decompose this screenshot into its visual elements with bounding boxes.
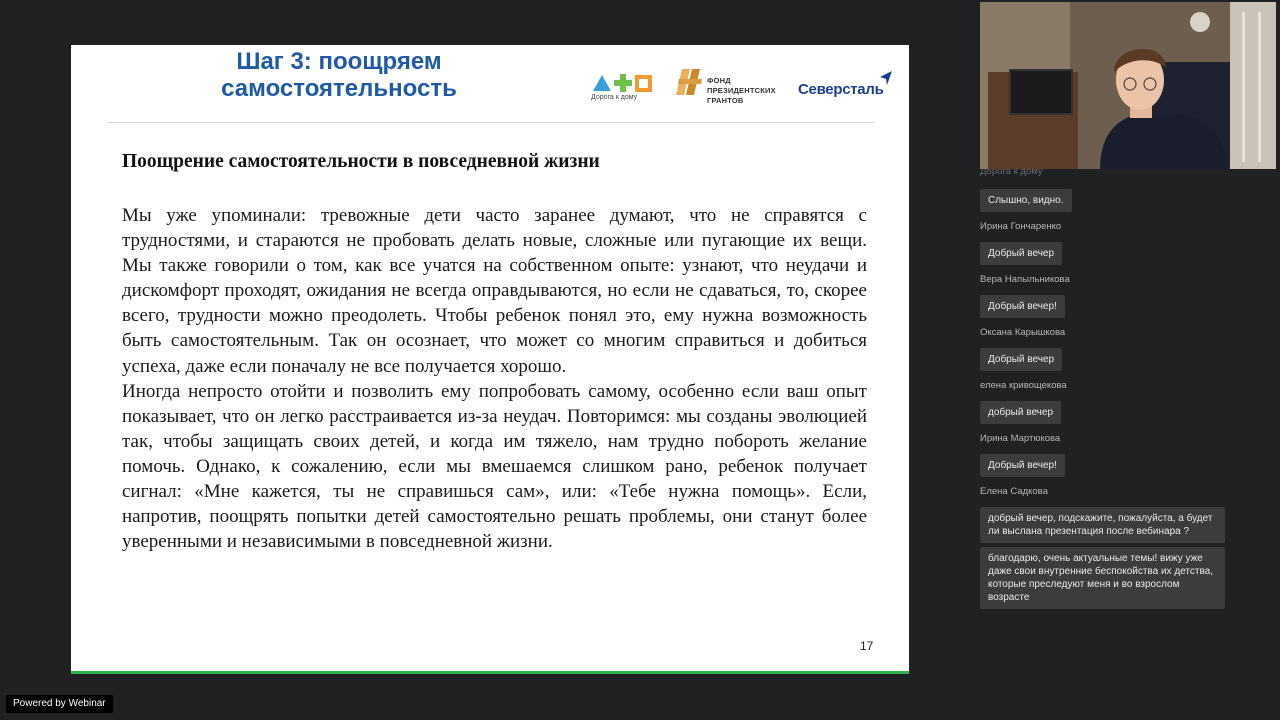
chat-item [980,220,1276,265]
title-divider [108,122,874,123]
doroga-caption: Дорога к дому [591,94,638,101]
chat-author: елена кривощекова [980,380,1067,391]
doroga-k-domu-logo [591,73,657,105]
square-icon [635,75,652,92]
chat-author: Дорога к дому [980,169,1043,177]
cross-icon [614,74,632,92]
chat-message: Добрый вечер [980,242,1062,265]
slide-body [122,203,867,554]
fond-line2: ПРЕЗИДЕНТСКИХ [707,86,776,95]
severstal-text: Северсталь [798,81,884,98]
slide-paragraph-1: Мы уже упоминали: тревожные дети часто заранее думают, что не справятся с трудностями, и стараются не пробовать делать новые, сложные или пугающие их вещи. Мы также говорили о том, как все учатся на собственном опыте: узнают, что неудачи и дискомфорт проходят, ожидания не всегда оправдываются, но если не сдаваться, то, скорее всего, трудности можно преодолеть. Чтобы ребенок понял это, ему нужна возможность быть самостоятельным. Так он осознает, что может со многим справиться и добиться успеха, даже если поначалу не все получается хорошо. [122,205,867,377]
severstal-logo [798,71,893,103]
webcam-video[interactable] [980,2,1276,169]
fond-prezidentskih-grantov-logo [676,69,776,109]
chat-item [980,485,1276,543]
chat-author: Вера Напыльникова [980,274,1070,285]
chat-item [980,432,1276,477]
slide-title-line1: Шаг 3: поощряем [236,48,442,75]
chat-message: благодарю, очень актуальные темы! вижу уже даже свои внутренние беспокойства их детства, которые преследуют меня и во взрослом возрасте [980,547,1225,609]
chat-message: Добрый вечер! [980,454,1065,477]
webcam-frame-icon [980,2,1276,169]
slide-bottom-bar [71,671,909,674]
presentation-slide [71,45,909,674]
chat-author: Ирина Гончаренко [980,221,1062,232]
chat-item [980,326,1276,371]
triangle-icon [593,75,611,91]
chat-author: Ирина Мартюкова [980,433,1061,444]
slide-heading: Поощрение самостоятельности в повседневной жизни [122,151,600,172]
slide-title [189,48,489,102]
chat-item [980,273,1276,318]
fond-line1: ФОНД [707,76,731,85]
chat-message: добрый вечер [980,401,1061,424]
fond-line3: ГРАНТОВ [707,96,744,105]
severstal-arrow-icon [878,71,892,85]
chat-message: Добрый вечер! [980,295,1065,318]
chat-message: Добрый вечер [980,348,1062,371]
fond-grant-icon [676,69,704,95]
slide-title-line2: самостоятельность [221,75,457,102]
chat-item [980,169,1276,212]
chat-author: Елена Садкова [980,486,1048,497]
chat-item [980,547,1276,609]
chat-author: Оксана Карышкова [980,327,1066,338]
chat-message: добрый вечер, подскажите, пожалуйста, а будет ли выслана презентация после вебинара ? [980,507,1225,543]
chat-message: Слышно, видно. [980,189,1072,212]
slide-paragraph-2: Иногда непросто отойти и позволить ему попробовать самому, особенно если ваш опыт показывает, что он легко расстраивается из-за неудач. Повторимся: мы созданы эволюцией так, чтобы защищать своих детей, и когда им тяжело, нам трудно побороть желание помочь. Однако, к сожалению, если мы вмешаемся слишком рано, ребенок получает сигнал: «Мне кажется, ты не справишься сам», или: «Тебе нужна помощь». Если, напротив, поощрять попытки детей самостоятельно решать проблемы, они станут более уверенными и независимыми в повседневной жизни. [122,380,867,553]
chat-panel[interactable] [980,169,1276,689]
slide-page-number: 17 [860,639,874,653]
chat-item [980,379,1276,424]
powered-by-badge[interactable]: Powered by Webinar [6,695,113,713]
